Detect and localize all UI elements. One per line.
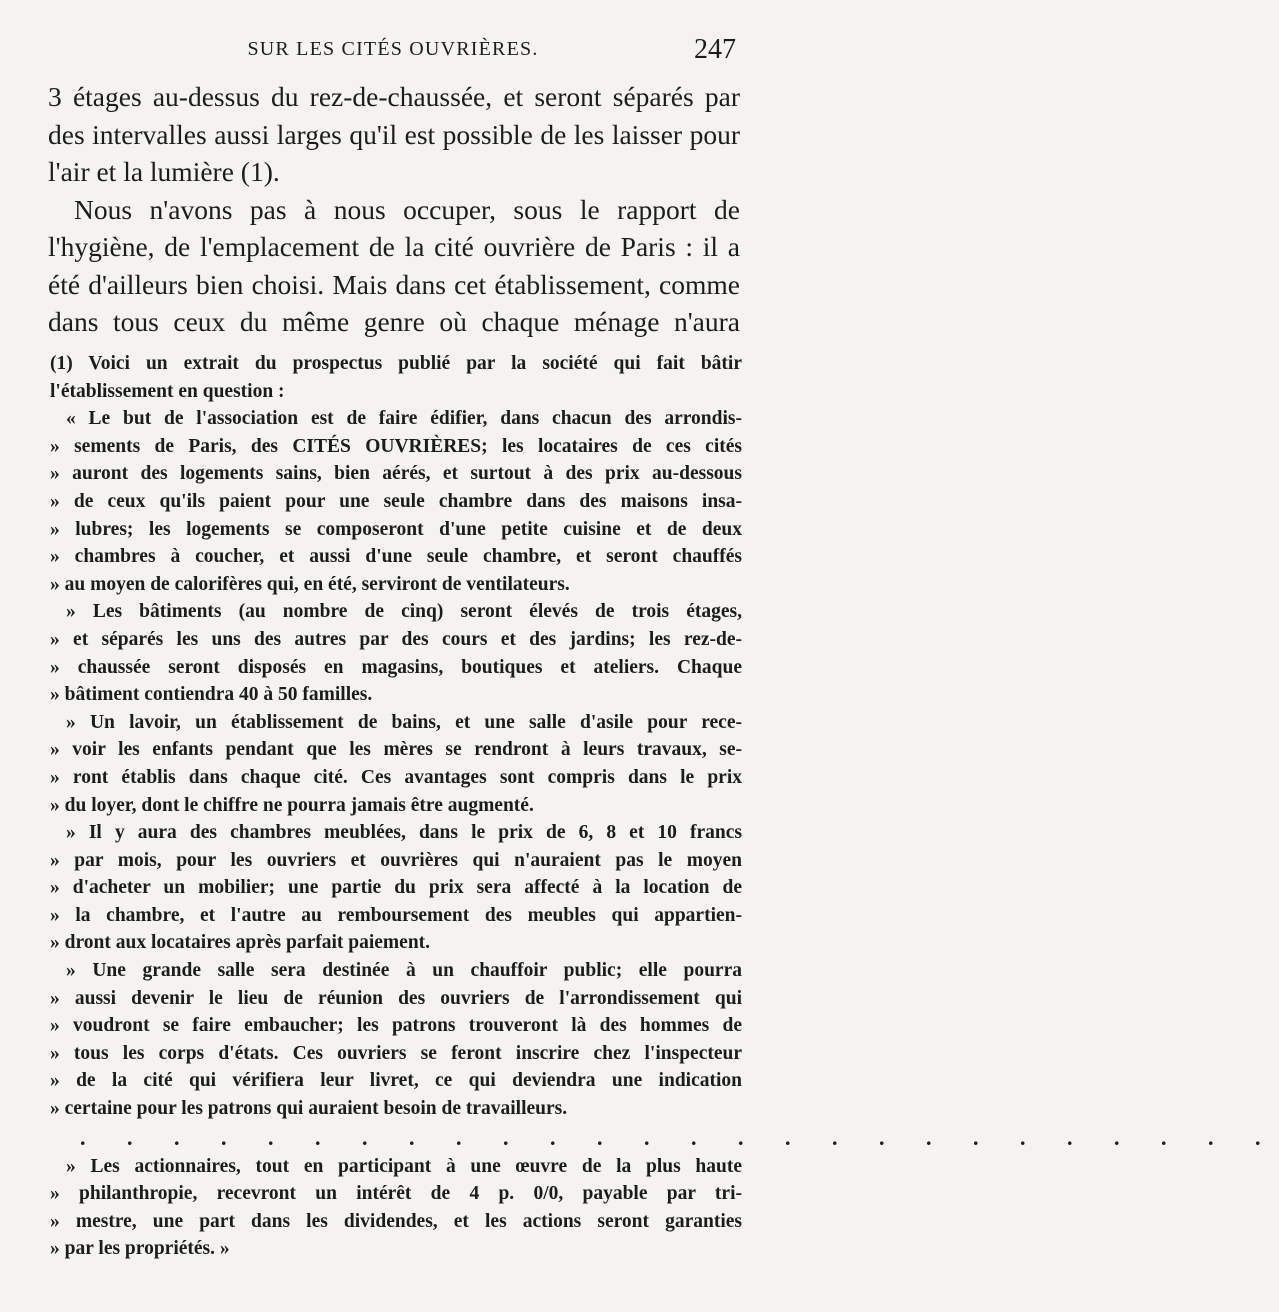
footnote-line: » chambres à coucher, et aussi d'une seule chambre, et seront chauffés [50,546,742,568]
footnote-line: » d'acheter un mobilier; une partie du prix sera affecté à la location de [50,877,742,899]
footnote-line: » la chambre, et l'autre au remboursement des meubles qui appartien- [50,904,742,926]
main-text [48,78,740,341]
footnote-line: » Une grande salle sera destinée à un chauffoir public; elle pourra [66,960,742,982]
footnote-line: » Les bâtiments (au nombre de cinq) seront élevés de trois étages, [66,601,742,623]
footnote-line: » Il y aura des chambres meublées, dans le prix de 6, 8 et 10 francs [66,822,742,844]
footnote-line: » au moyen de calorifères qui, en été, serviront de ventilateurs. [50,573,570,595]
footnote [50,350,1279,1263]
page-number: 247 [694,34,736,65]
paragraph-continuation: 3 étages au-dessus du rez-de-chaussée, et seront séparés par des intervalles aussi larges qu'il est possible de les laisser pour l'air et la lumière (1). [48,81,740,187]
footnote-line: » dront aux locataires après parfait paiement. [50,932,431,954]
footnote-line: » lubres; les logements se composeront d'une petite cuisine et de deux [50,518,742,540]
footnote-line: » mestre, une part dans les dividendes, et les actions seront garanties [50,1210,742,1232]
footnote-line: » bâtiment contiendra 40 à 50 familles. [50,684,373,706]
footnote-line: » certaine pour les patrons qui auraient besoin de travailleurs. [50,1098,568,1120]
footnote-line: » Les actionnaires, tout en participant à une œuvre de la plus haute [66,1155,742,1177]
footnote-line: » sements de Paris, des CITÉS OUVRIÈRES; les locataires de ces cités [50,435,742,457]
footnote-line: » aussi devenir le lieu de réunion des ouvriers de l'arrondissement qui [50,987,742,1009]
footnote-line: » tous les corps d'états. Ces ouvriers se feront inscrire chez l'inspecteur [50,1042,742,1064]
footnote-line: » chaussée seront disposés en magasins, boutiques et ateliers. Chaque [50,656,742,678]
ellipsis-line: . . . . . . . . . . . . . . . . . . . . . . . . . . [80,1124,1279,1150]
footnote-line: l'établissement en question : [50,380,285,402]
footnote-line: » du loyer, dont le chiffre ne pourra jamais être augmenté. [50,794,534,816]
footnote-line: » par mois, pour les ouvriers et ouvrières qui n'auraient pas le moyen [50,849,742,871]
footnote-line: » philanthropie, recevront un intérêt de 4 p. 0/0, payable par tri- [50,1183,742,1205]
footnote-line: » de ceux qu'ils paient pour une seule chambre dans des maisons insa- [50,490,742,512]
paragraph: Nous n'avons pas à nous occuper, sous le rapport de l'hygiène, de l'emplacement de la cité ouvrière de Paris : il a été d'ailleurs bien choisi. Mais dans cet établissement, comme dans tous ceux du même genre où chaque ménage n'aura [48,193,740,337]
footnote-line: » et séparés les uns des autres par des cours et des jardins; les rez-de- [50,628,742,650]
footnote-line: » par les propriétés. » [50,1238,230,1260]
page-header [48,34,738,68]
footnote-line: » voir les enfants pendant que les mères se rendront à leurs travaux, se- [50,739,742,761]
running-title: SUR LES CITÉS OUVRIÈRES. [247,38,539,60]
footnote-line: » de la cité qui vérifiera leur livret, ce qui deviendra une indication [50,1070,742,1092]
footnote-line: (1) Voici un extrait du prospectus publié par la société qui fait bâtir [50,353,742,374]
footnote-line: » Un lavoir, un établissement de bains, et une salle d'asile pour rece- [66,711,742,733]
footnote-line: » voudront se faire embaucher; les patrons trouveront là des hommes de [50,1015,742,1037]
footnote-line: « Le but de l'association est de faire édifier, dans chacun des arrondis- [66,408,742,430]
footnote-line: » auront des logements sains, bien aérés, et surtout à des prix au-dessous [50,463,742,485]
footnote-line: » ront établis dans chaque cité. Ces avantages sont compris dans le prix [50,766,742,788]
